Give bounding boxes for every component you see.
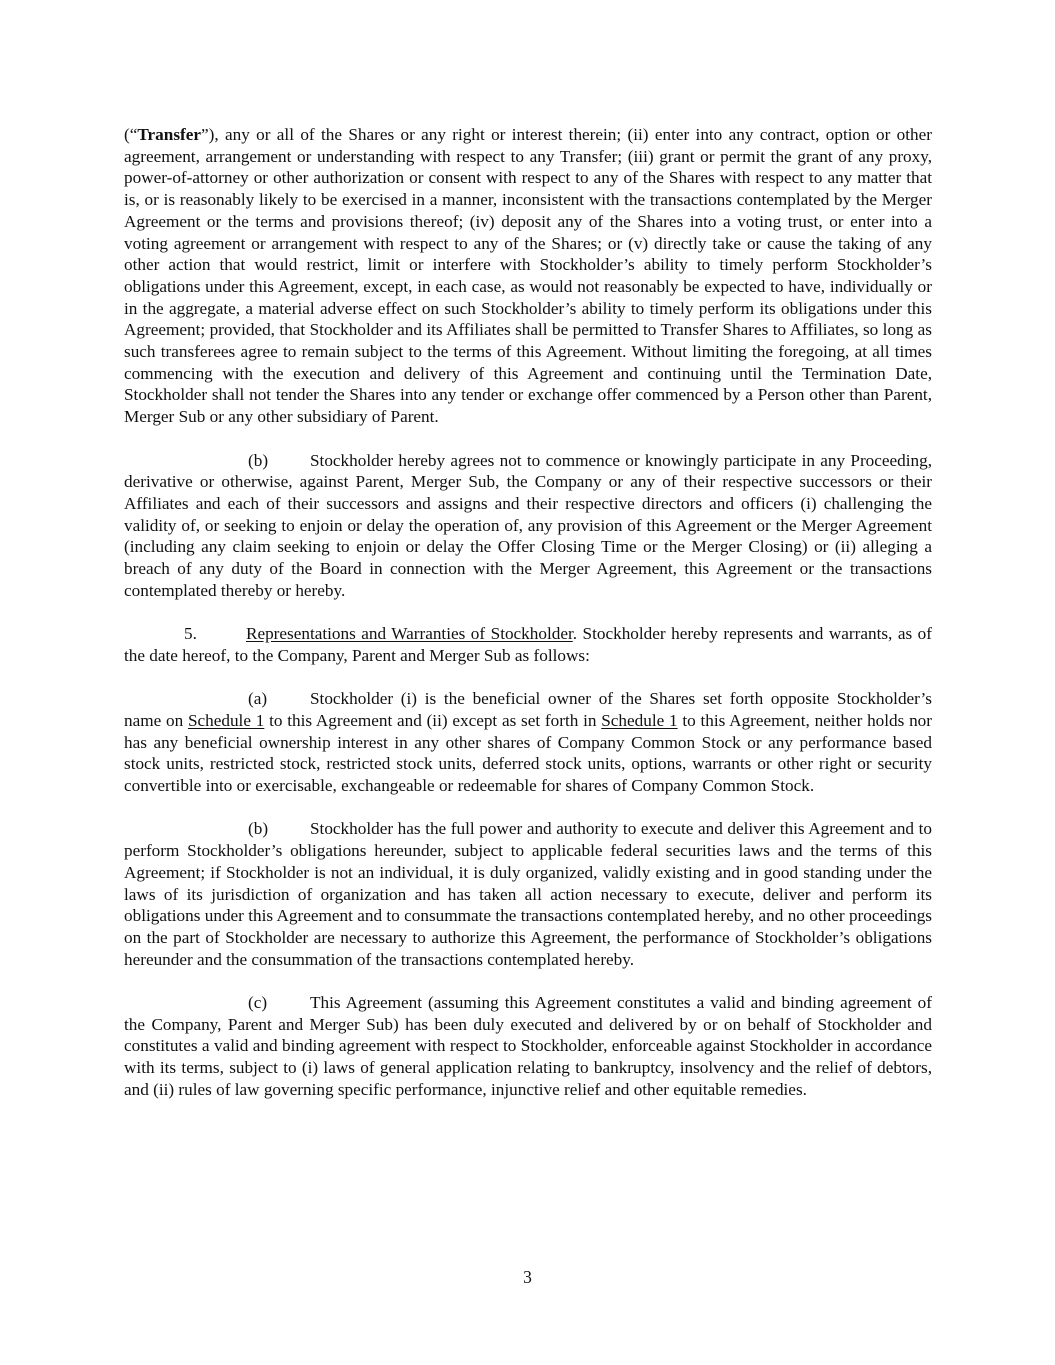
paragraph-c-enforceability bbox=[124, 992, 932, 1101]
paragraph-text: Stockholder hereby agrees not to commence or knowingly participate in any Proceeding, derivative or otherwise, against Parent, Merger Sub, the Company or any of their respective successors or their Affiliates and each of their successors and assigns and their respective directors and officers (i) challenging the validity of, or seeking to enjoin or delay the operation of, any provision of this Agreement or the Merger Agreement (including any claim seeking to enjoin or delay the Offer Closing Time or the Merger Closing) or (ii) alleging a breach of any duty of the Board in connection with the Merger Agreement, this Agreement or the transactions contemplated thereby or hereby. bbox=[124, 450, 932, 600]
clause-marker: (a) bbox=[248, 689, 268, 709]
section-5-representations bbox=[124, 623, 932, 666]
paragraph-b-proceedings bbox=[124, 450, 932, 602]
open-quote: (“ bbox=[124, 125, 138, 144]
paragraph-a-beneficial-owner bbox=[124, 688, 932, 797]
paragraph-transfer-restrictions bbox=[124, 124, 932, 428]
clause-marker: (b) bbox=[248, 819, 269, 839]
paragraph-text: This Agreement (assuming this Agreement constitutes a valid and binding agreement of the Company, Parent and Merger Sub) has been duly executed and delivered by or on behalf of Stockholder and constitutes a valid and binding agreement with respect to Stockholder, enforceable against Stockholder in accordance with its terms, subject to (i) laws of general application relating to bankruptcy, insolvency and the relief of debtors, and (ii) rules of law governing specific performance, injunctive relief and other equitable remedies. bbox=[124, 993, 932, 1099]
document-page bbox=[124, 124, 932, 1101]
paragraph-b-authority bbox=[124, 818, 932, 970]
paragraph-text: to this Agreement, neither holds nor has any beneficial ownership interest in any other shares of Company Common Stock or any performance based stock units, restricted stock, restricted stock units, deferred stock units, options, warrants or other right or security convertible into or exercisable, exchangeable or redeemable for shares of Company Common Stock. bbox=[124, 710, 932, 796]
paragraph-text: . Stockholder hereby represents and warrants, as of the date hereof, to the Company, Parent and Merger Sub as follows: bbox=[124, 624, 932, 665]
schedule-reference: Schedule 1 bbox=[601, 710, 678, 730]
paragraph-text: Stockholder has the full power and authority to execute and deliver this Agreement and to perform Stockholder’s obligations hereunder, subject to applicable federal securities laws and the terms of this Agreement; if Stockholder is not an individual, it is duly organized, validly existing and in good standing under the laws of its jurisdiction of organization and has taken all action necessary to execute, deliver and perform its obligations under this Agreement and to consummate the transactions contemplated hereby, and no other proceedings on the part of Stockholder are necessary to authorize this Agreement, the performance of Stockholder’s obligations hereunder and the consummation of the transactions contemplated hereby. bbox=[124, 819, 932, 969]
clause-marker: (c) bbox=[248, 993, 268, 1013]
clause-marker: (b) bbox=[248, 450, 269, 470]
section-number: 5. bbox=[184, 624, 197, 644]
paragraph-text: ”), any or all of the Shares or any right or interest therein; (ii) enter into any contract, option or other agreement, arrangement or understanding with respect to any Transfer; (iii) grant or permit the grant of any proxy, power-of-attorney or other authorization or consent with respect to any of the Shares with respect to any matter that is, or is reasonably likely to be exercised in a manner, inconsistent with the transactions contemplated by the Merger Agreement or the terms and provisions thereof; (iv) deposit any of the Shares into a voting trust, or enter into a voting agreement or arrangement with respect to any of the Shares; or (v) directly take or cause the taking of any other action that would restrict, limit or interfere with Stockholder’s ability to timely perform Stockholder’s obligations under this Agreement, except, in each case, as would not reasonably be expected to have, individually or in the aggregate, a material adverse effect on such Stockholder’s ability to timely perform its obligations under this Agreement; provided, that Stockholder and its Affiliates shall be permitted to Transfer Shares to Affiliates, so long as such transferees agree to remain subject to the terms of this Agreement. Without limiting the foregoing, at all times commencing with the execution and delivery of this Agreement and continuing until the Termination Date, Stockholder shall not tender the Shares into any tender or exchange offer commenced by a Person other than Parent, Merger Sub or any other subsidiary of Parent. bbox=[124, 125, 932, 427]
section-heading: Representations and Warranties of Stockholder bbox=[246, 624, 573, 644]
page-number: 3 bbox=[523, 1267, 532, 1287]
paragraph-text: Stockholder (i) is the beneficial owner of the Shares set forth opposite Stockholder’s name on bbox=[124, 689, 932, 730]
paragraph-text: to this Agreement and (ii) except as set forth in bbox=[264, 710, 602, 730]
schedule-reference: Schedule 1 bbox=[187, 710, 265, 730]
defined-term-transfer: Transfer bbox=[137, 125, 201, 144]
